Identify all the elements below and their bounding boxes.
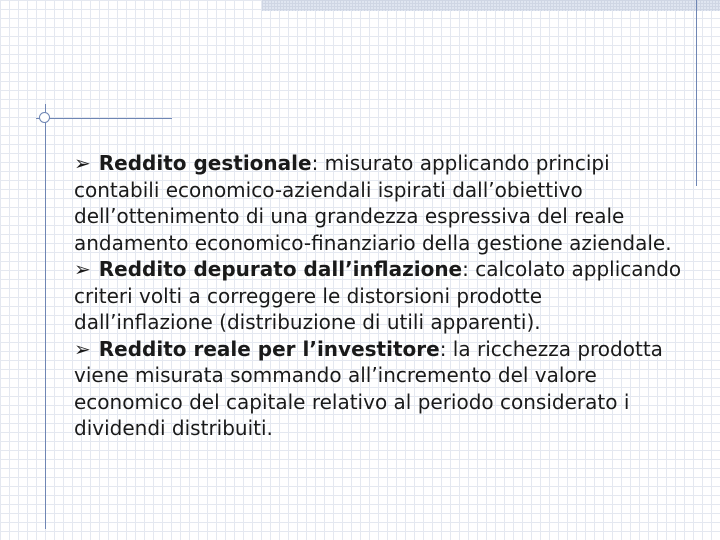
- item-term: Reddito depurato dall’inflazione: [98, 257, 463, 281]
- item-term: Reddito gestionale: [98, 151, 312, 175]
- slide-body: [74, 150, 684, 442]
- list-item: [74, 336, 684, 442]
- decorative-top-bar: [262, 0, 720, 11]
- item-term: Reddito reale per l’investitore: [98, 336, 440, 361]
- item-text: : misurato applicando principi contabili economico-aziendali ispirati dall’obiettivo dell’ottenimento di una grandezza espressiva del reale andamento economico-finanziario della gestione aziendale.: [74, 151, 672, 255]
- item-text: : la ricchezza prodotta viene misurata sommando all’incremento del valore economico del capitale relativo al periodo considerato i dividendi distribuiti.: [74, 336, 663, 440]
- decorative-circle-icon: [39, 112, 50, 123]
- decorative-horizontal-line: [36, 118, 172, 119]
- decorative-vertical-line-left: [45, 104, 46, 529]
- list-item: [74, 256, 684, 336]
- item-text: : calcolato applicando criteri volti a correggere le distorsioni prodotte dall’inflazione (distribuzione di utili apparenti).: [74, 257, 682, 334]
- decorative-vertical-line-right: [696, 0, 697, 186]
- list-item: [74, 150, 684, 256]
- arrow-bullet-icon: ➢: [74, 336, 91, 361]
- arrow-bullet-icon: ➢: [74, 257, 91, 281]
- arrow-bullet-icon: ➢: [74, 151, 91, 175]
